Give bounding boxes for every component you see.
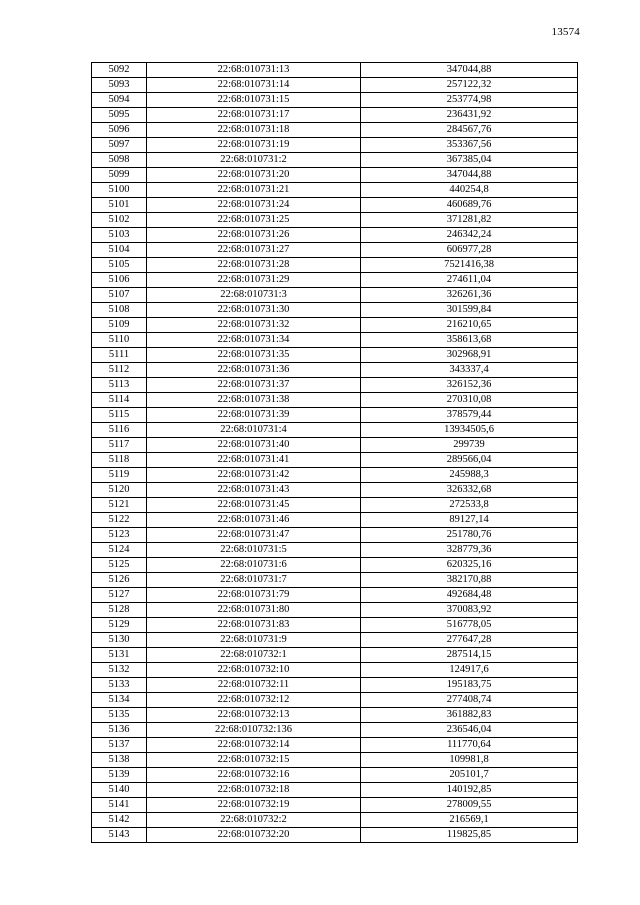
cadastral-number-cell: 22:68:010731:7 xyxy=(147,573,361,588)
row-number-cell: 5139 xyxy=(92,768,147,783)
value-cell: 89127,14 xyxy=(361,513,578,528)
table-row xyxy=(92,408,578,423)
table-row xyxy=(92,363,578,378)
table-row xyxy=(92,153,578,168)
table-row xyxy=(92,168,578,183)
cadastral-number-cell: 22:68:010732:14 xyxy=(147,738,361,753)
row-number-cell: 5100 xyxy=(92,183,147,198)
table-row xyxy=(92,333,578,348)
value-cell: 606977,28 xyxy=(361,243,578,258)
value-cell: 620325,16 xyxy=(361,558,578,573)
value-cell: 195183,75 xyxy=(361,678,578,693)
cadastral-number-cell: 22:68:010731:41 xyxy=(147,453,361,468)
row-number-cell: 5098 xyxy=(92,153,147,168)
table-row xyxy=(92,288,578,303)
value-cell: 111770,64 xyxy=(361,738,578,753)
value-cell: 140192,85 xyxy=(361,783,578,798)
row-number-cell: 5099 xyxy=(92,168,147,183)
value-cell: 343337,4 xyxy=(361,363,578,378)
table-row xyxy=(92,558,578,573)
table-row xyxy=(92,798,578,813)
row-number-cell: 5116 xyxy=(92,423,147,438)
table-row xyxy=(92,483,578,498)
value-cell: 216210,65 xyxy=(361,318,578,333)
value-cell: 124917,6 xyxy=(361,663,578,678)
value-cell: 301599,84 xyxy=(361,303,578,318)
cadastral-number-cell: 22:68:010731:3 xyxy=(147,288,361,303)
table-row xyxy=(92,438,578,453)
value-cell: 284567,76 xyxy=(361,123,578,138)
table-row xyxy=(92,303,578,318)
row-number-cell: 5095 xyxy=(92,108,147,123)
value-cell: 277647,28 xyxy=(361,633,578,648)
value-cell: 257122,32 xyxy=(361,78,578,93)
cadastral-number-cell: 22:68:010731:43 xyxy=(147,483,361,498)
cadastral-number-cell: 22:68:010731:26 xyxy=(147,228,361,243)
row-number-cell: 5141 xyxy=(92,798,147,813)
row-number-cell: 5106 xyxy=(92,273,147,288)
cadastral-number-cell: 22:68:010731:83 xyxy=(147,618,361,633)
row-number-cell: 5119 xyxy=(92,468,147,483)
table-row xyxy=(92,378,578,393)
cadastral-number-cell: 22:68:010731:45 xyxy=(147,498,361,513)
cadastral-number-cell: 22:68:010732:11 xyxy=(147,678,361,693)
cadastral-number-cell: 22:68:010732:136 xyxy=(147,723,361,738)
cadastral-number-cell: 22:68:010731:21 xyxy=(147,183,361,198)
table-row xyxy=(92,498,578,513)
row-number-cell: 5135 xyxy=(92,708,147,723)
cadastral-table xyxy=(91,62,578,843)
row-number-cell: 5131 xyxy=(92,648,147,663)
cadastral-number-cell: 22:68:010731:79 xyxy=(147,588,361,603)
value-cell: 236431,92 xyxy=(361,108,578,123)
value-cell: 492684,48 xyxy=(361,588,578,603)
cadastral-number-cell: 22:68:010731:47 xyxy=(147,528,361,543)
table-row xyxy=(92,348,578,363)
table-row xyxy=(92,543,578,558)
cadastral-number-cell: 22:68:010731:2 xyxy=(147,153,361,168)
table-row xyxy=(92,768,578,783)
value-cell: 251780,76 xyxy=(361,528,578,543)
value-cell: 299739 xyxy=(361,438,578,453)
page-number: 13574 xyxy=(551,26,580,38)
cadastral-number-cell: 22:68:010732:20 xyxy=(147,828,361,843)
table-row xyxy=(92,513,578,528)
value-cell: 109981,8 xyxy=(361,753,578,768)
value-cell: 326332,68 xyxy=(361,483,578,498)
row-number-cell: 5108 xyxy=(92,303,147,318)
row-number-cell: 5115 xyxy=(92,408,147,423)
row-number-cell: 5104 xyxy=(92,243,147,258)
value-cell: 382170,88 xyxy=(361,573,578,588)
table-row xyxy=(92,63,578,78)
cadastral-number-cell: 22:68:010731:34 xyxy=(147,333,361,348)
cadastral-number-cell: 22:68:010731:39 xyxy=(147,408,361,423)
row-number-cell: 5114 xyxy=(92,393,147,408)
table-row xyxy=(92,633,578,648)
table-row xyxy=(92,828,578,843)
cadastral-number-cell: 22:68:010731:36 xyxy=(147,363,361,378)
cadastral-number-cell: 22:68:010731:30 xyxy=(147,303,361,318)
cadastral-number-cell: 22:68:010732:18 xyxy=(147,783,361,798)
cadastral-number-cell: 22:68:010731:15 xyxy=(147,93,361,108)
cadastral-number-cell: 22:68:010731:14 xyxy=(147,78,361,93)
cadastral-number-cell: 22:68:010731:27 xyxy=(147,243,361,258)
table-row xyxy=(92,243,578,258)
row-number-cell: 5123 xyxy=(92,528,147,543)
row-number-cell: 5105 xyxy=(92,258,147,273)
row-number-cell: 5129 xyxy=(92,618,147,633)
value-cell: 370083,92 xyxy=(361,603,578,618)
value-cell: 216569,1 xyxy=(361,813,578,828)
cadastral-number-cell: 22:68:010731:5 xyxy=(147,543,361,558)
cadastral-number-cell: 22:68:010731:42 xyxy=(147,468,361,483)
value-cell: 347044,88 xyxy=(361,63,578,78)
value-cell: 367385,04 xyxy=(361,153,578,168)
value-cell: 274611,04 xyxy=(361,273,578,288)
table-row xyxy=(92,783,578,798)
value-cell: 347044,88 xyxy=(361,168,578,183)
table-body xyxy=(92,63,578,843)
row-number-cell: 5092 xyxy=(92,63,147,78)
table-row xyxy=(92,663,578,678)
cadastral-number-cell: 22:68:010731:80 xyxy=(147,603,361,618)
row-number-cell: 5130 xyxy=(92,633,147,648)
row-number-cell: 5110 xyxy=(92,333,147,348)
table-row xyxy=(92,603,578,618)
row-number-cell: 5097 xyxy=(92,138,147,153)
row-number-cell: 5133 xyxy=(92,678,147,693)
table-row xyxy=(92,618,578,633)
value-cell: 516778,05 xyxy=(361,618,578,633)
table-row xyxy=(92,453,578,468)
value-cell: 270310,08 xyxy=(361,393,578,408)
cadastral-number-cell: 22:68:010732:2 xyxy=(147,813,361,828)
cadastral-number-cell: 22:68:010731:19 xyxy=(147,138,361,153)
value-cell: 7521416,38 xyxy=(361,258,578,273)
table-row xyxy=(92,183,578,198)
table-row xyxy=(92,108,578,123)
value-cell: 328779,36 xyxy=(361,543,578,558)
row-number-cell: 5093 xyxy=(92,78,147,93)
row-number-cell: 5142 xyxy=(92,813,147,828)
cadastral-number-cell: 22:68:010732:10 xyxy=(147,663,361,678)
row-number-cell: 5137 xyxy=(92,738,147,753)
cadastral-number-cell: 22:68:010731:24 xyxy=(147,198,361,213)
row-number-cell: 5109 xyxy=(92,318,147,333)
value-cell: 326152,36 xyxy=(361,378,578,393)
value-cell: 378579,44 xyxy=(361,408,578,423)
table-row xyxy=(92,393,578,408)
table-row xyxy=(92,258,578,273)
cadastral-number-cell: 22:68:010731:25 xyxy=(147,213,361,228)
table-row xyxy=(92,198,578,213)
cadastral-number-cell: 22:68:010732:12 xyxy=(147,693,361,708)
table-row xyxy=(92,693,578,708)
row-number-cell: 5128 xyxy=(92,603,147,618)
row-number-cell: 5111 xyxy=(92,348,147,363)
table-row xyxy=(92,813,578,828)
value-cell: 245988,3 xyxy=(361,468,578,483)
value-cell: 253774,98 xyxy=(361,93,578,108)
table-row xyxy=(92,78,578,93)
row-number-cell: 5136 xyxy=(92,723,147,738)
table-row xyxy=(92,468,578,483)
row-number-cell: 5127 xyxy=(92,588,147,603)
cadastral-number-cell: 22:68:010731:46 xyxy=(147,513,361,528)
row-number-cell: 5120 xyxy=(92,483,147,498)
cadastral-number-cell: 22:68:010731:6 xyxy=(147,558,361,573)
row-number-cell: 5122 xyxy=(92,513,147,528)
row-number-cell: 5113 xyxy=(92,378,147,393)
cadastral-number-cell: 22:68:010731:40 xyxy=(147,438,361,453)
row-number-cell: 5117 xyxy=(92,438,147,453)
table-row xyxy=(92,678,578,693)
value-cell: 289566,04 xyxy=(361,453,578,468)
cadastral-number-cell: 22:68:010731:13 xyxy=(147,63,361,78)
row-number-cell: 5125 xyxy=(92,558,147,573)
row-number-cell: 5107 xyxy=(92,288,147,303)
cadastral-number-cell: 22:68:010732:13 xyxy=(147,708,361,723)
value-cell: 119825,85 xyxy=(361,828,578,843)
cadastral-number-cell: 22:68:010731:18 xyxy=(147,123,361,138)
cadastral-number-cell: 22:68:010731:20 xyxy=(147,168,361,183)
value-cell: 361882,83 xyxy=(361,708,578,723)
row-number-cell: 5103 xyxy=(92,228,147,243)
table-row xyxy=(92,648,578,663)
table-row xyxy=(92,138,578,153)
table-row xyxy=(92,228,578,243)
value-cell: 13934505,6 xyxy=(361,423,578,438)
cadastral-number-cell: 22:68:010732:19 xyxy=(147,798,361,813)
table-row xyxy=(92,123,578,138)
value-cell: 358613,68 xyxy=(361,333,578,348)
value-cell: 440254,8 xyxy=(361,183,578,198)
row-number-cell: 5138 xyxy=(92,753,147,768)
row-number-cell: 5094 xyxy=(92,93,147,108)
table-row xyxy=(92,273,578,288)
cadastral-number-cell: 22:68:010732:15 xyxy=(147,753,361,768)
cadastral-number-cell: 22:68:010731:9 xyxy=(147,633,361,648)
table-row xyxy=(92,723,578,738)
row-number-cell: 5096 xyxy=(92,123,147,138)
table-row xyxy=(92,213,578,228)
row-number-cell: 5140 xyxy=(92,783,147,798)
table-row xyxy=(92,423,578,438)
table-row xyxy=(92,573,578,588)
value-cell: 371281,82 xyxy=(361,213,578,228)
cadastral-number-cell: 22:68:010732:16 xyxy=(147,768,361,783)
cadastral-number-cell: 22:68:010731:35 xyxy=(147,348,361,363)
value-cell: 278009,55 xyxy=(361,798,578,813)
value-cell: 302968,91 xyxy=(361,348,578,363)
row-number-cell: 5121 xyxy=(92,498,147,513)
cadastral-number-cell: 22:68:010731:38 xyxy=(147,393,361,408)
row-number-cell: 5126 xyxy=(92,573,147,588)
value-cell: 272533,8 xyxy=(361,498,578,513)
row-number-cell: 5134 xyxy=(92,693,147,708)
table-row xyxy=(92,528,578,543)
row-number-cell: 5112 xyxy=(92,363,147,378)
table-row xyxy=(92,93,578,108)
value-cell: 353367,56 xyxy=(361,138,578,153)
value-cell: 277408,74 xyxy=(361,693,578,708)
value-cell: 205101,7 xyxy=(361,768,578,783)
row-number-cell: 5118 xyxy=(92,453,147,468)
table-row xyxy=(92,708,578,723)
value-cell: 460689,76 xyxy=(361,198,578,213)
row-number-cell: 5132 xyxy=(92,663,147,678)
value-cell: 246342,24 xyxy=(361,228,578,243)
cadastral-number-cell: 22:68:010731:17 xyxy=(147,108,361,123)
cadastral-number-cell: 22:68:010731:29 xyxy=(147,273,361,288)
value-cell: 287514,15 xyxy=(361,648,578,663)
table-row xyxy=(92,318,578,333)
table-row xyxy=(92,753,578,768)
value-cell: 326261,36 xyxy=(361,288,578,303)
row-number-cell: 5102 xyxy=(92,213,147,228)
cadastral-number-cell: 22:68:010731:28 xyxy=(147,258,361,273)
table-row xyxy=(92,588,578,603)
row-number-cell: 5101 xyxy=(92,198,147,213)
cadastral-number-cell: 22:68:010732:1 xyxy=(147,648,361,663)
value-cell: 236546,04 xyxy=(361,723,578,738)
table-row xyxy=(92,738,578,753)
cadastral-number-cell: 22:68:010731:37 xyxy=(147,378,361,393)
cadastral-number-cell: 22:68:010731:32 xyxy=(147,318,361,333)
row-number-cell: 5143 xyxy=(92,828,147,843)
row-number-cell: 5124 xyxy=(92,543,147,558)
cadastral-number-cell: 22:68:010731:4 xyxy=(147,423,361,438)
